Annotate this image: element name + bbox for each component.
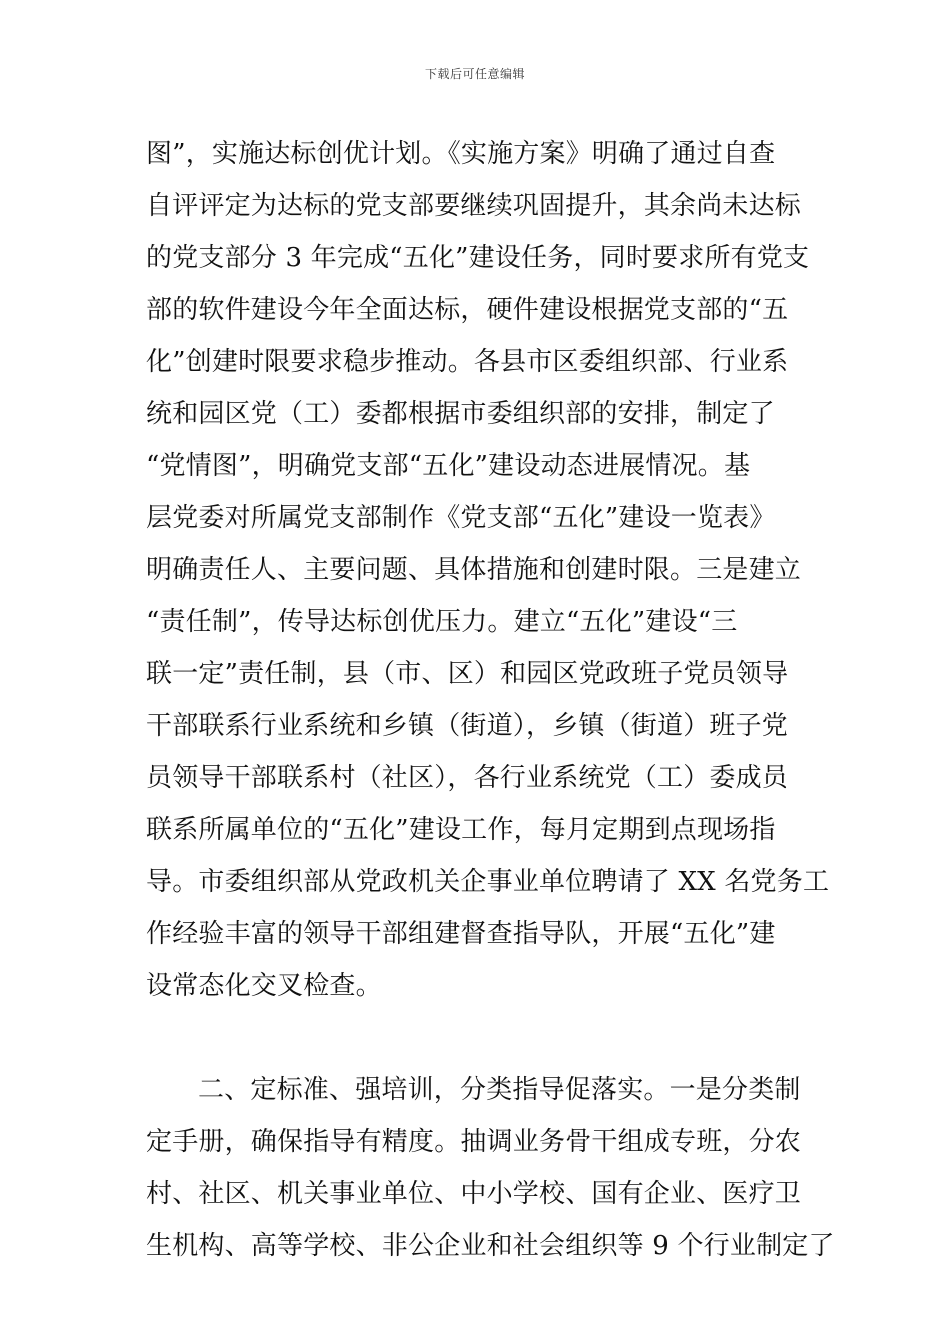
text-line: 二、定标准、强培训，分类指导促落实。一是分类制 xyxy=(198,1075,801,1105)
text-line: 统和园区党（工）委都根据市委组织部的安排，制定了 xyxy=(146,399,775,429)
text-line: 化”创建时限要求稳步推动。各县市区委组织部、行业系 xyxy=(146,347,789,377)
paragraph-1 xyxy=(146,128,830,1012)
paragraph-spacer xyxy=(146,1012,806,1064)
text-line: 干部联系行业系统和乡镇（街道），乡镇（街道）班子党 xyxy=(146,711,789,741)
text-line: 层党委对所属党支部制作《党支部“五化”建设一览表》 xyxy=(146,503,776,533)
text-line: 部的软件建设今年全面达标，硬件建设根据党支部的“五 xyxy=(146,295,789,325)
text-line: 自评评定为达标的党支部要继续巩固提升，其余尚未达标 xyxy=(146,191,802,221)
text-line: “党情图”，明确党支部“五化”建设动态进展情况。基 xyxy=(146,451,751,481)
paragraph-2 xyxy=(146,1064,835,1272)
document-body xyxy=(146,128,835,1272)
text-line: 联一定”责任制，县（市、区）和园区党政班子党员领导 xyxy=(146,659,789,689)
text-line: 作经验丰富的领导干部组建督查指导队，开展“五化”建 xyxy=(146,919,776,949)
text-line: 设常态化交叉检查。 xyxy=(146,971,382,1001)
text-line: 图”，实施达标创优计划。《实施方案》明确了通过自查 xyxy=(146,139,776,169)
text-line: 生机构、高等学校、非公企业和社会组织等 9 个行业制定了 xyxy=(146,1231,835,1261)
text-line: 联系所属单位的“五化”建设工作，每月定期到点现场指 xyxy=(146,815,776,845)
text-line: 定手册，确保指导有精度。抽调业务骨干组成专班，分农 xyxy=(146,1127,802,1157)
text-line: 员领导干部联系村（社区），各行业系统党（工）委成员 xyxy=(146,763,789,793)
text-line: “责任制”，传导达标创优压力。建立“五化”建设“三 xyxy=(146,607,738,637)
text-line: 导。市委组织部从党政机关企事业单位聘请了 XX 名党务工 xyxy=(146,867,830,897)
text-line: 村、社区、机关事业单位、中小学校、国有企业、医疗卫 xyxy=(146,1179,802,1209)
header-note: 下载后可任意编辑 xyxy=(424,67,525,81)
text-line: 的党支部分 3 年完成“五化”建设任务，同时要求所有党支 xyxy=(146,243,810,273)
text-line: 明确责任人、主要问题、具体措施和创建时限。三是建立 xyxy=(146,555,802,585)
